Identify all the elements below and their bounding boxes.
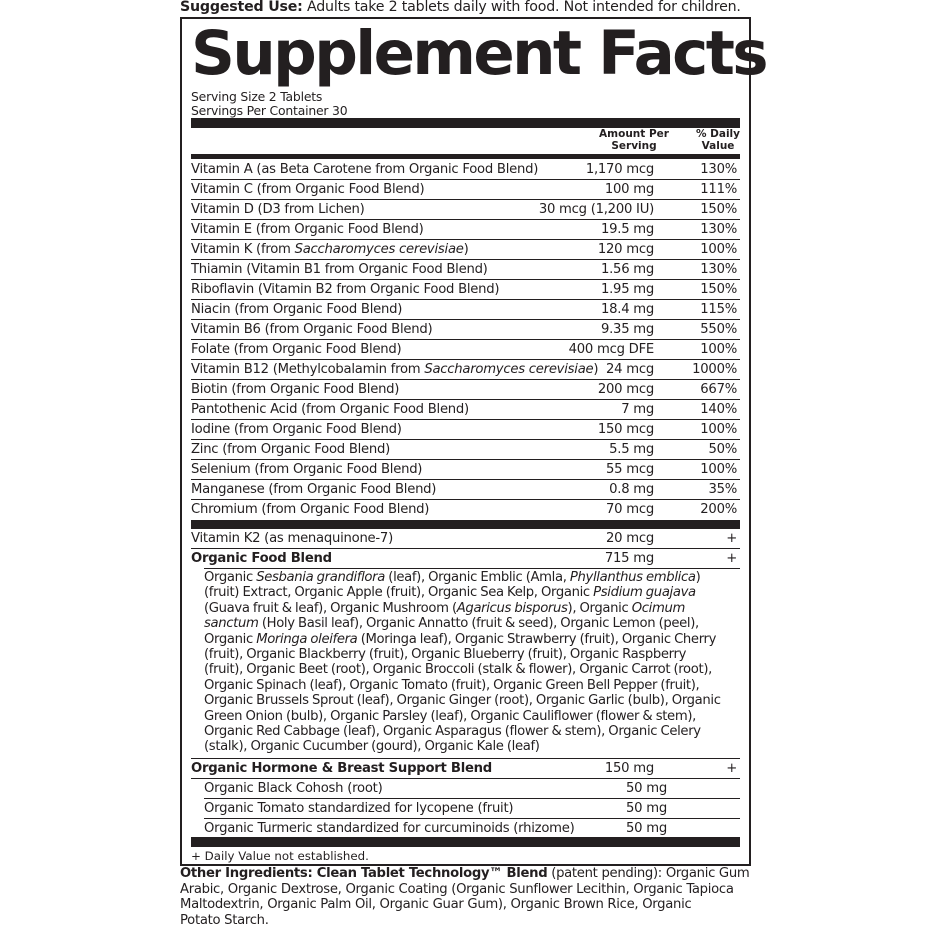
- other-ingredients-line4: Potato Starch.: [180, 912, 269, 928]
- other-ingredients: [180, 866, 780, 928]
- blend-line: [204, 632, 724, 647]
- thick-divider-bottom: [191, 837, 740, 847]
- blend-segment: (Holy Basil leaf), Organic Annatto (fruit & seed), Organic Lemon (peel),: [258, 616, 699, 632]
- table-row: [191, 280, 740, 300]
- table-row: [191, 180, 740, 200]
- table-row: [191, 420, 740, 440]
- table-row: [191, 220, 740, 240]
- nutrient-dv: 667%: [700, 382, 737, 397]
- suggested-use: [180, 0, 741, 17]
- nutrient-amount: 1,170 mcg: [585, 162, 654, 177]
- table-row: [191, 160, 740, 180]
- blend-dv: +: [726, 761, 737, 776]
- table-row-vitamin-k2: [191, 529, 740, 549]
- nutrient-amount: 24 mcg: [606, 362, 654, 377]
- blend-name: Organic Food Blend: [191, 551, 332, 566]
- servings-per-container: Servings Per Container 30: [191, 103, 348, 118]
- table-row: [191, 340, 740, 360]
- blend-line: [204, 570, 724, 585]
- dv-header-line1: % Daily: [695, 128, 741, 140]
- table-row: [204, 799, 740, 819]
- nutrient-dv: 130%: [700, 222, 737, 237]
- nutrient-dv: 100%: [700, 422, 737, 437]
- nutrient-dv: 1000%: [692, 362, 737, 377]
- blend-line: [204, 647, 724, 662]
- nutrient-name: Vitamin B6 (from Organic Food Blend): [191, 322, 433, 337]
- nutrient-dv: 550%: [700, 322, 737, 337]
- blend-segment: Organic Brussels Sprout (leaf), Organic Ginger (root), Organic Garlic (bulb), Organic: [204, 693, 721, 709]
- supplement-facts-panel: [180, 17, 767, 866]
- nutrient-amount: 120 mcg: [597, 242, 654, 257]
- nutrient-dv: 35%: [708, 482, 737, 497]
- table-row: [191, 300, 740, 320]
- ingredient-name: Organic Turmeric standardized for curcuminoids (rhizome): [204, 821, 575, 836]
- nutrient-dv: 115%: [700, 302, 737, 317]
- nutrient-name: Zinc (from Organic Food Blend): [191, 442, 391, 457]
- table-row: [191, 360, 740, 380]
- blend-segment-italic: Psidium guajava: [593, 585, 696, 601]
- nutrient-name: Vitamin K2 (as menaquinone-7): [191, 531, 393, 546]
- blend-segment: Organic Red Cabbage (leaf), Organic Asparagus (flower & stem), Organic Celery: [204, 724, 701, 740]
- nutrient-dv: 100%: [700, 242, 737, 257]
- blend-segment-italic: Sesbania grandiflora: [256, 570, 385, 585]
- table-row-hormone-blend: [191, 759, 740, 779]
- blend-segment: ), Organic: [567, 600, 632, 616]
- nutrient-name: Niacin (from Organic Food Blend): [191, 302, 403, 317]
- nutrient-name: Manganese (from Organic Food Blend): [191, 482, 437, 497]
- nutrient-dv: 150%: [700, 282, 737, 297]
- nutrient-dv: 130%: [700, 262, 737, 277]
- nutrient-dv: +: [726, 531, 737, 546]
- nutrient-name: Riboflavin (Vitamin B2 from Organic Food Blend): [191, 282, 500, 297]
- ingredient-amount: 50 mg: [626, 821, 667, 836]
- nutrient-dv: 140%: [700, 402, 737, 417]
- nutrient-amount: 55 mcg: [606, 462, 654, 477]
- serving-size: Serving Size 2 Tablets: [191, 89, 323, 104]
- ingredient-amount: 50 mg: [626, 781, 667, 796]
- nutrient-amount: 30 mcg (1,200 IU): [538, 202, 654, 217]
- blend-segment: (fruit), Organic Blackberry (fruit), Organic Blueberry (fruit), Organic Raspberry: [204, 647, 687, 663]
- medium-divider: [191, 154, 740, 159]
- amount-header-line1: Amount Per: [599, 128, 669, 140]
- blend-segment-italic: Ocimum: [631, 600, 685, 616]
- blend-amount: 150 mg: [604, 761, 654, 776]
- nutrient-dv: 130%: [700, 162, 737, 177]
- nutrient-amount: 1.95 mg: [600, 282, 654, 297]
- nutrient-name: Biotin (from Organic Food Blend): [191, 382, 400, 397]
- nutrient-amount: 20 mcg: [606, 531, 654, 546]
- blend-segment: Organic Spinach (leaf), Organic Tomato (fruit), Organic Green Bell Pepper (fruit),: [204, 677, 700, 693]
- blend-line: [204, 693, 724, 708]
- dv-header-line2: Value: [701, 140, 735, 152]
- blend-line: [204, 662, 724, 677]
- table-row: [191, 500, 740, 520]
- nutrient-amount: 7 mg: [621, 402, 654, 417]
- blend-amount: 715 mg: [604, 551, 654, 566]
- table-row: [191, 440, 740, 460]
- blend-segment-italic: Moringa oleifera: [256, 631, 358, 647]
- blend-segment: (fruit), Organic Beet (root), Organic Broccoli (stalk & flower), Organic Carrot (root),: [204, 662, 712, 678]
- thick-divider-top: [191, 118, 740, 128]
- blend-segment: Organic: [204, 570, 257, 585]
- nutrient-amount: 400 mcg DFE: [568, 342, 654, 357]
- nutrient-name: Pantothenic Acid (from Organic Food Blend): [191, 402, 469, 417]
- nutrient-amount: 200 mcg: [597, 382, 654, 397]
- nutrient-amount: 18.4 mg: [600, 302, 654, 317]
- blend-line: [204, 585, 724, 600]
- other-ingredients-line1: [180, 866, 780, 882]
- blend-segment: (leaf), Organic Emblic (Amla,: [384, 570, 570, 585]
- thick-divider-middle: [191, 520, 740, 529]
- blend-segment: (Moringa leaf), Organic Strawberry (fruit), Organic Cherry: [357, 631, 717, 647]
- nutrient-amount: 150 mcg: [597, 422, 654, 437]
- table-row: [191, 320, 740, 340]
- blend-segment-italic: Phyllanthus emblica: [569, 570, 696, 585]
- nutrient-name: Iodine (from Organic Food Blend): [191, 422, 402, 437]
- blend-line: [204, 739, 724, 754]
- nutrient-amount: 70 mcg: [606, 502, 654, 517]
- nutrient-name: Folate (from Organic Food Blend): [191, 342, 402, 357]
- table-row: [191, 400, 740, 420]
- nutrient-dv: 100%: [700, 342, 737, 357]
- nutrient-name-italic: Saccharomyces cerevisiae: [294, 242, 464, 257]
- ingredient-amount: 50 mg: [626, 801, 667, 816]
- blend-segment: ): [695, 570, 701, 585]
- blend-name: Organic Hormone & Breast Support Blend: [191, 761, 492, 776]
- nutrient-dv: 100%: [700, 462, 737, 477]
- nutrient-amount: 5.5 mg: [609, 442, 654, 457]
- nutrient-amount: 1.56 mg: [600, 262, 654, 277]
- nutrient-name: [191, 240, 469, 259]
- table-row-food-blend: [191, 549, 740, 569]
- ingredient-name: Organic Tomato standardized for lycopene (fruit): [204, 801, 514, 816]
- nutrient-name: Vitamin D (D3 from Lichen): [191, 202, 365, 217]
- nutrient-name-italic: Saccharomyces cerevisiae: [424, 362, 594, 377]
- blend-segment-italic: Agaricus bisporus: [456, 600, 568, 616]
- nutrient-dv: 111%: [700, 182, 737, 197]
- table-row: [204, 819, 740, 839]
- blend-dv: +: [726, 551, 737, 566]
- table-row: [191, 480, 740, 500]
- nutrient-amount: 9.35 mg: [600, 322, 654, 337]
- blend-segment: Green Onion (bulb), Organic Parsley (leaf), Organic Cauliflower (flower & stem),: [204, 708, 696, 724]
- amount-header-line2: Serving: [611, 140, 657, 152]
- other-ingredients-line2: Arabic, Organic Dextrose, Organic Coating (Organic Sunflower Lecithin, Organic Tapioca: [180, 881, 734, 897]
- blend-segment: (Guava fruit & leaf), Organic Mushroom (: [204, 600, 457, 616]
- blend-line: [204, 678, 724, 693]
- blend-segment: (stalk), Organic Cucumber (gourd), Organic Kale (leaf): [204, 739, 540, 755]
- blend-segment: (fruit) Extract, Organic Apple (fruit), Organic Sea Kelp, Organic: [204, 585, 594, 601]
- table-row: [191, 260, 740, 280]
- table-row: [191, 240, 740, 260]
- nutrient-name: Chromium (from Organic Food Blend): [191, 502, 430, 517]
- blend-line: [204, 709, 724, 724]
- table-row: [191, 460, 740, 480]
- ingredient-name: Organic Black Cohosh (root): [204, 781, 383, 796]
- nutrient-name: Vitamin C (from Organic Food Blend): [191, 182, 425, 197]
- nutrient-amount: 0.8 mg: [609, 482, 654, 497]
- blend-line: [204, 601, 724, 616]
- table-row: [204, 779, 740, 799]
- nutrient-name-part: ): [463, 242, 469, 257]
- nutrient-name-part: Vitamin K (from: [191, 242, 295, 257]
- nutrient-amount: 100 mg: [604, 182, 654, 197]
- food-blend-divider: [204, 568, 740, 569]
- nutrient-amount: 19.5 mg: [600, 222, 654, 237]
- food-blend-ingredients: [204, 570, 724, 755]
- nutrient-name: Vitamin A (as Beta Carotene from Organic Food Blend): [191, 162, 539, 177]
- footnote: + Daily Value not established.: [191, 849, 369, 863]
- table-row: [191, 380, 740, 400]
- nutrient-name: Vitamin E (from Organic Food Blend): [191, 222, 424, 237]
- nutrient-dv: 50%: [708, 442, 737, 457]
- nutrient-name: Thiamin (Vitamin B1 from Organic Food Blend): [191, 262, 488, 277]
- nutrient-name-part: ): [593, 362, 599, 377]
- blend-segment-italic: sanctum: [204, 616, 259, 632]
- panel-title: Supplement Facts: [191, 18, 767, 89]
- nutrient-dv: 200%: [700, 502, 737, 517]
- blend-segment: Organic: [204, 631, 257, 647]
- blend-line: [204, 616, 724, 631]
- nutrient-dv: 150%: [700, 202, 737, 217]
- nutrient-name-part: Vitamin B12 (Methylcobalamin from: [191, 362, 425, 377]
- nutrient-name: Selenium (from Organic Food Blend): [191, 462, 423, 477]
- suggested-use-label: Suggested Use:: [180, 0, 303, 15]
- amount-per-serving-header: [588, 128, 680, 152]
- table-row: [191, 200, 740, 220]
- blend-line: [204, 724, 724, 739]
- other-ingredients-line3: Maltodextrin, Organic Palm Oil, Organic Guar Gum), Organic Brown Rice, Organic: [180, 897, 692, 912]
- other-ingredients-label: Other Ingredients: Clean Tablet Technology™ Blend: [180, 866, 548, 881]
- suggested-use-text: Adults take 2 tablets daily with food. Not intended for children.: [302, 0, 741, 15]
- daily-value-header: [686, 128, 750, 152]
- other-ingredients-text1: (patent pending): Organic Gum: [547, 866, 750, 881]
- nutrient-name: [191, 360, 598, 379]
